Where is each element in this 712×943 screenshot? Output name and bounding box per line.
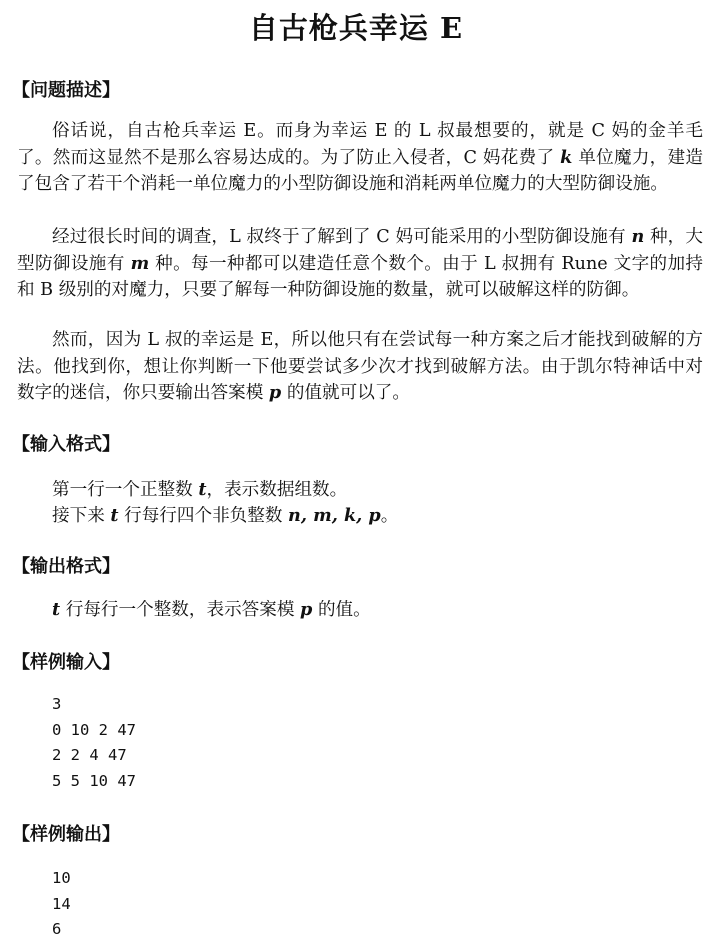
text: 单位魔力，建造了包含了若干个消耗一单位魔力的小型防御设施和消耗两单位魔力的大型防御设施。 <box>17 147 703 194</box>
var-t: t <box>52 599 61 620</box>
text: 行每行一个整数，表示答案模 <box>60 600 301 620</box>
text: 俗话说，自古枪兵幸运 E。而身为幸运 E 的 L 叔最想要的，就是 C 妈的金羊毛了。然而这显然不是那么容易达成的。为了防止入侵者，C 妈花费了 <box>17 121 703 168</box>
var-t: t <box>198 479 207 500</box>
text: 接下来 <box>52 506 111 526</box>
code-line: 2 2 4 47 <box>52 746 127 764</box>
vars-nmkp: n, m, k, p <box>288 505 381 526</box>
text: 的值。 <box>312 600 371 620</box>
input-heading: 【输入格式】 <box>12 434 120 455</box>
code-line: 5 5 10 47 <box>52 771 136 790</box>
var-n: n <box>631 226 645 247</box>
var-m: m <box>130 252 150 274</box>
text: 的值就可以了。 <box>281 383 410 403</box>
text: 第一行一个正整数 <box>52 480 199 500</box>
input-line-2 <box>52 503 398 529</box>
var-t: t <box>110 505 119 526</box>
var-p: p <box>268 382 282 403</box>
description-paragraph-2 <box>17 224 703 304</box>
var-p: p <box>300 599 313 620</box>
code-line: 10 <box>52 869 71 887</box>
description-heading: 【问题描述】 <box>12 80 120 101</box>
code-line: 0 10 2 47 <box>52 720 136 739</box>
text: 。 <box>380 506 399 526</box>
var-k: k <box>560 146 573 168</box>
code-line: 6 <box>52 920 62 938</box>
sample-input-heading: 【样例输入】 <box>12 652 120 673</box>
description-paragraph-1 <box>17 118 703 198</box>
text: 行每行四个非负整数 <box>118 506 289 526</box>
text: 然而，因为 L 叔的幸运是 E，所以他只有在尝试每一种方案之后才能找到破解的方法。他找到你，想让你判断一下他要尝试多少次才找到破解方法。由于凯尔特神话中对数字的迷信，你只要输出答案模 <box>17 330 703 403</box>
sample-output-heading: 【样例输出】 <box>12 824 120 845</box>
input-line-1 <box>52 477 347 503</box>
sample-input-block <box>52 692 136 794</box>
text: 种。每一种都可以建造任意个数个。由于 L 叔拥有 Rune 文字的加持和 B 级别的对魔力，只要了解每一种防御设施的数量，就可以破解这样的防御。 <box>17 253 703 300</box>
sample-output-block <box>52 866 71 943</box>
output-line-1 <box>52 597 371 623</box>
code-line: 14 <box>52 894 71 913</box>
text: 种，大型防御设施有 <box>17 227 703 274</box>
text: 经过很长时间的调查，L 叔终于了解到了 C 妈可能采用的小型防御设施有 <box>52 227 632 247</box>
code-line: 3 <box>52 695 62 713</box>
description-paragraph-3 <box>17 327 703 407</box>
text: ，表示数据组数。 <box>206 480 348 500</box>
output-heading: 【输出格式】 <box>12 556 120 577</box>
page-title: 自古枪兵幸运 E <box>248 11 464 45</box>
